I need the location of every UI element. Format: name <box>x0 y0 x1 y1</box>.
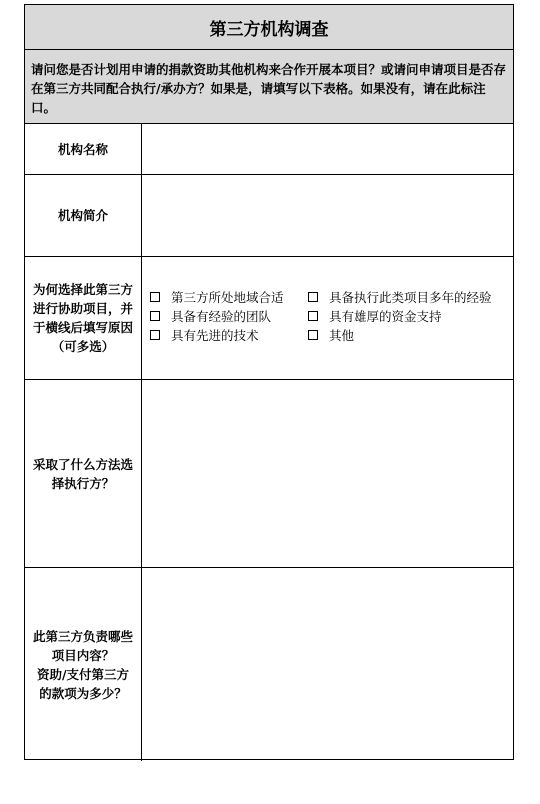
form-question: 请问您是否计划用申请的捐款资助其他机构来合作开展本项目？或请问申请项目是否存在第三方共同配合执行/承办方？如果是，请填写以下表格。如果没有，请在此标注口。 <box>25 50 513 124</box>
checkbox-icon[interactable] <box>308 330 318 340</box>
option-label: 具备有经验的团队 <box>171 308 272 324</box>
option-other[interactable] <box>308 325 508 344</box>
third-party-survey-form <box>24 4 514 760</box>
table-row <box>25 380 513 568</box>
checkbox-icon[interactable] <box>150 330 160 340</box>
option-funding[interactable] <box>308 306 508 325</box>
selection-method-field[interactable] <box>142 380 513 567</box>
checkbox-icon[interactable] <box>308 311 318 321</box>
option-label: 第三方所处地域合适 <box>171 289 284 305</box>
org-name-field[interactable] <box>142 124 513 174</box>
table-row <box>25 257 513 380</box>
checkbox-icon[interactable] <box>308 292 318 302</box>
form-title: 第三方机构调查 <box>25 5 513 50</box>
option-experience[interactable] <box>308 287 508 306</box>
responsibility-funding-label: 此第三方负责哪些 项目内容？ 资助/支付第三方 的款项为多少？ <box>25 568 142 761</box>
option-experienced-team[interactable] <box>150 306 308 325</box>
org-intro-field[interactable] <box>142 175 513 256</box>
option-label: 具有先进的技术 <box>171 327 259 343</box>
table-row <box>25 175 513 257</box>
responsibility-funding-field[interactable] <box>142 568 513 761</box>
reason-options <box>142 257 513 379</box>
checkbox-icon[interactable] <box>150 292 160 302</box>
option-suitable-location[interactable] <box>150 287 308 306</box>
org-intro-label: 机构简介 <box>25 175 142 256</box>
option-technology[interactable] <box>150 325 308 344</box>
table-row <box>25 568 513 761</box>
selection-method-label: 采取了什么方法选 择执行方？ <box>25 380 142 567</box>
reason-label: 为何选择此第三方 进行协助项目，并 于横线后填写原因 （可多选） <box>25 257 142 379</box>
checkbox-icon[interactable] <box>150 311 160 321</box>
table-row <box>25 124 513 175</box>
option-label: 具备执行此类项目多年的经验 <box>329 289 492 305</box>
org-name-label: 机构名称 <box>25 124 142 174</box>
option-label: 其他 <box>329 327 355 343</box>
option-label: 具有雄厚的资金支持 <box>329 308 442 324</box>
